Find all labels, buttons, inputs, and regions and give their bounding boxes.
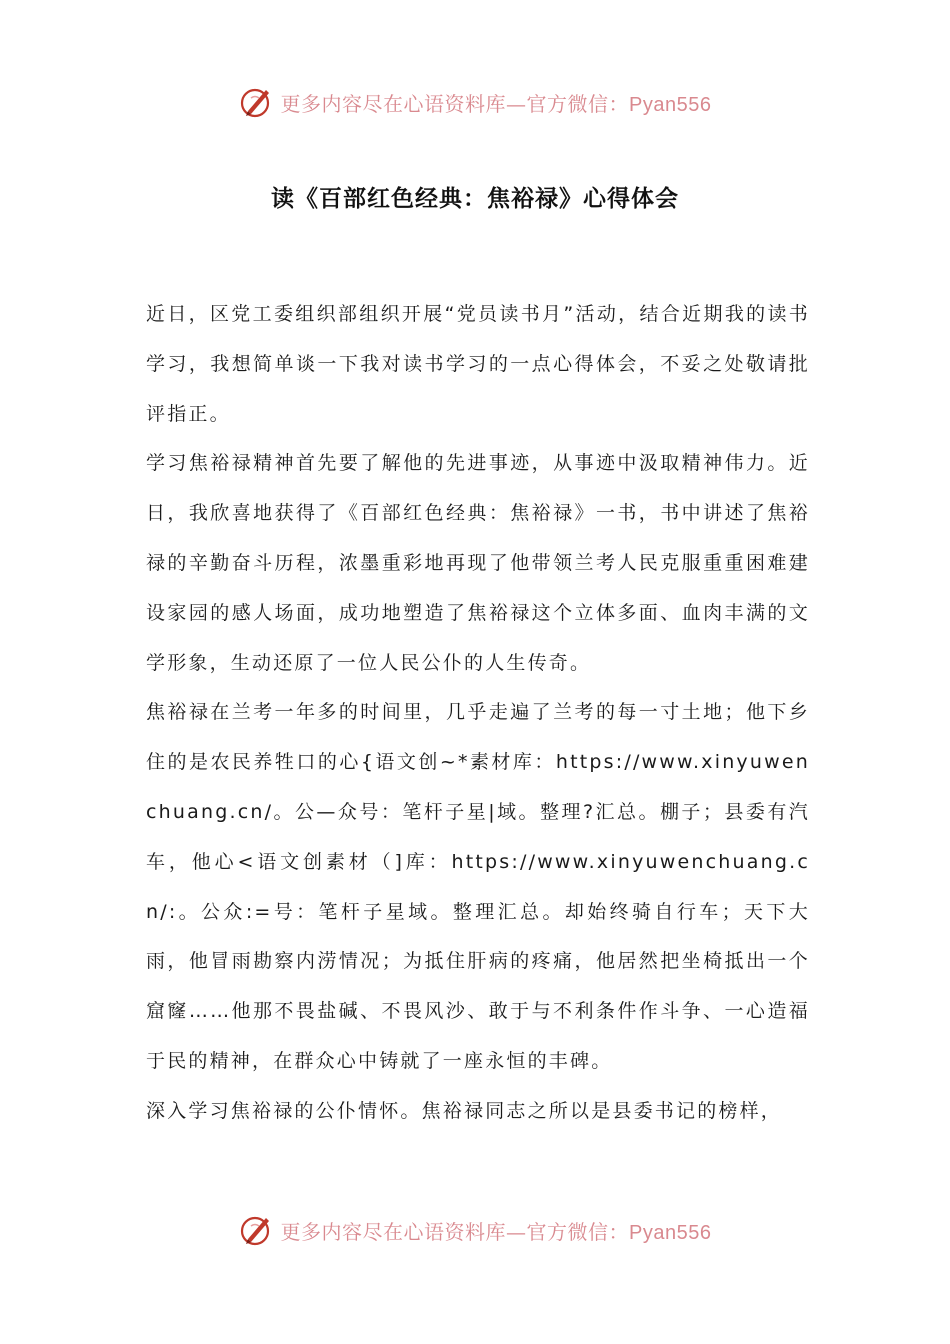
pen-logo-icon [239,1212,275,1248]
paragraph: 近日，区党工委组织部组织开展“党员读书月”活动，结合近期我的读书学习，我想简单谈一下我对读书学习的一点心得体会，不妥之处敬请批评指正。 [146,303,810,425]
watermark-text: 更多内容尽在心语资料库—官方微信：Pyan556 [280,1219,712,1244]
paragraph: 焦裕禄在兰考一年多的时间里，几乎走遍了兰考的每一寸土地；他下乡住的是农民养牲口的心{语文创~*素材库：https://www.xinyuwenchuang.cn/。公—众号：笔杆子星|域。整理?汇总。棚子；县委有汽车，他心<语文创素材（]库：https://www.xinyuwenchuang.cn/:。公众:=号：笔杆子星域。整理汇总。却始终骑自行车；天下大雨，他冒雨勘察内涝情况；为抵住肝病的疼痛，他居然把坐椅抵出一个窟窿……他那不畏盐碱、不畏风沙、敢于与不利条件作斗争、一心造福于民的精神，在群众心中铸就了一座永恒的丰碑。 [146,701,810,1072]
footer-watermark [0,1210,950,1250]
watermark-contact: Pyan556 [629,93,712,116]
watermark-contact: Pyan556 [629,1221,712,1244]
document-body [146,290,810,1137]
pen-logo-icon [239,84,275,120]
paragraph: 学习焦裕禄精神首先要了解他的先进事迹，从事迹中汲取精神伟力。近日，我欣喜地获得了《百部红色经典：焦裕禄》一书，书中讲述了焦裕禄的辛勤奋斗历程，浓墨重彩地再现了他带领兰考人民克服重重困难建设家园的感人场面，成功地塑造了焦裕禄这个立体多面、血肉丰满的文学形象，生动还原了一位人民公仆的人生传奇。 [146,452,810,674]
document-title: 读《百部红色经典：焦裕禄》心得体会 [271,186,679,212]
paragraph: 深入学习焦裕禄的公仆情怀。焦裕禄同志之所以是县委书记的榜样， [146,1099,783,1122]
watermark-text: 更多内容尽在心语资料库—官方微信：Pyan556 [280,91,712,116]
header-watermark [0,82,950,122]
